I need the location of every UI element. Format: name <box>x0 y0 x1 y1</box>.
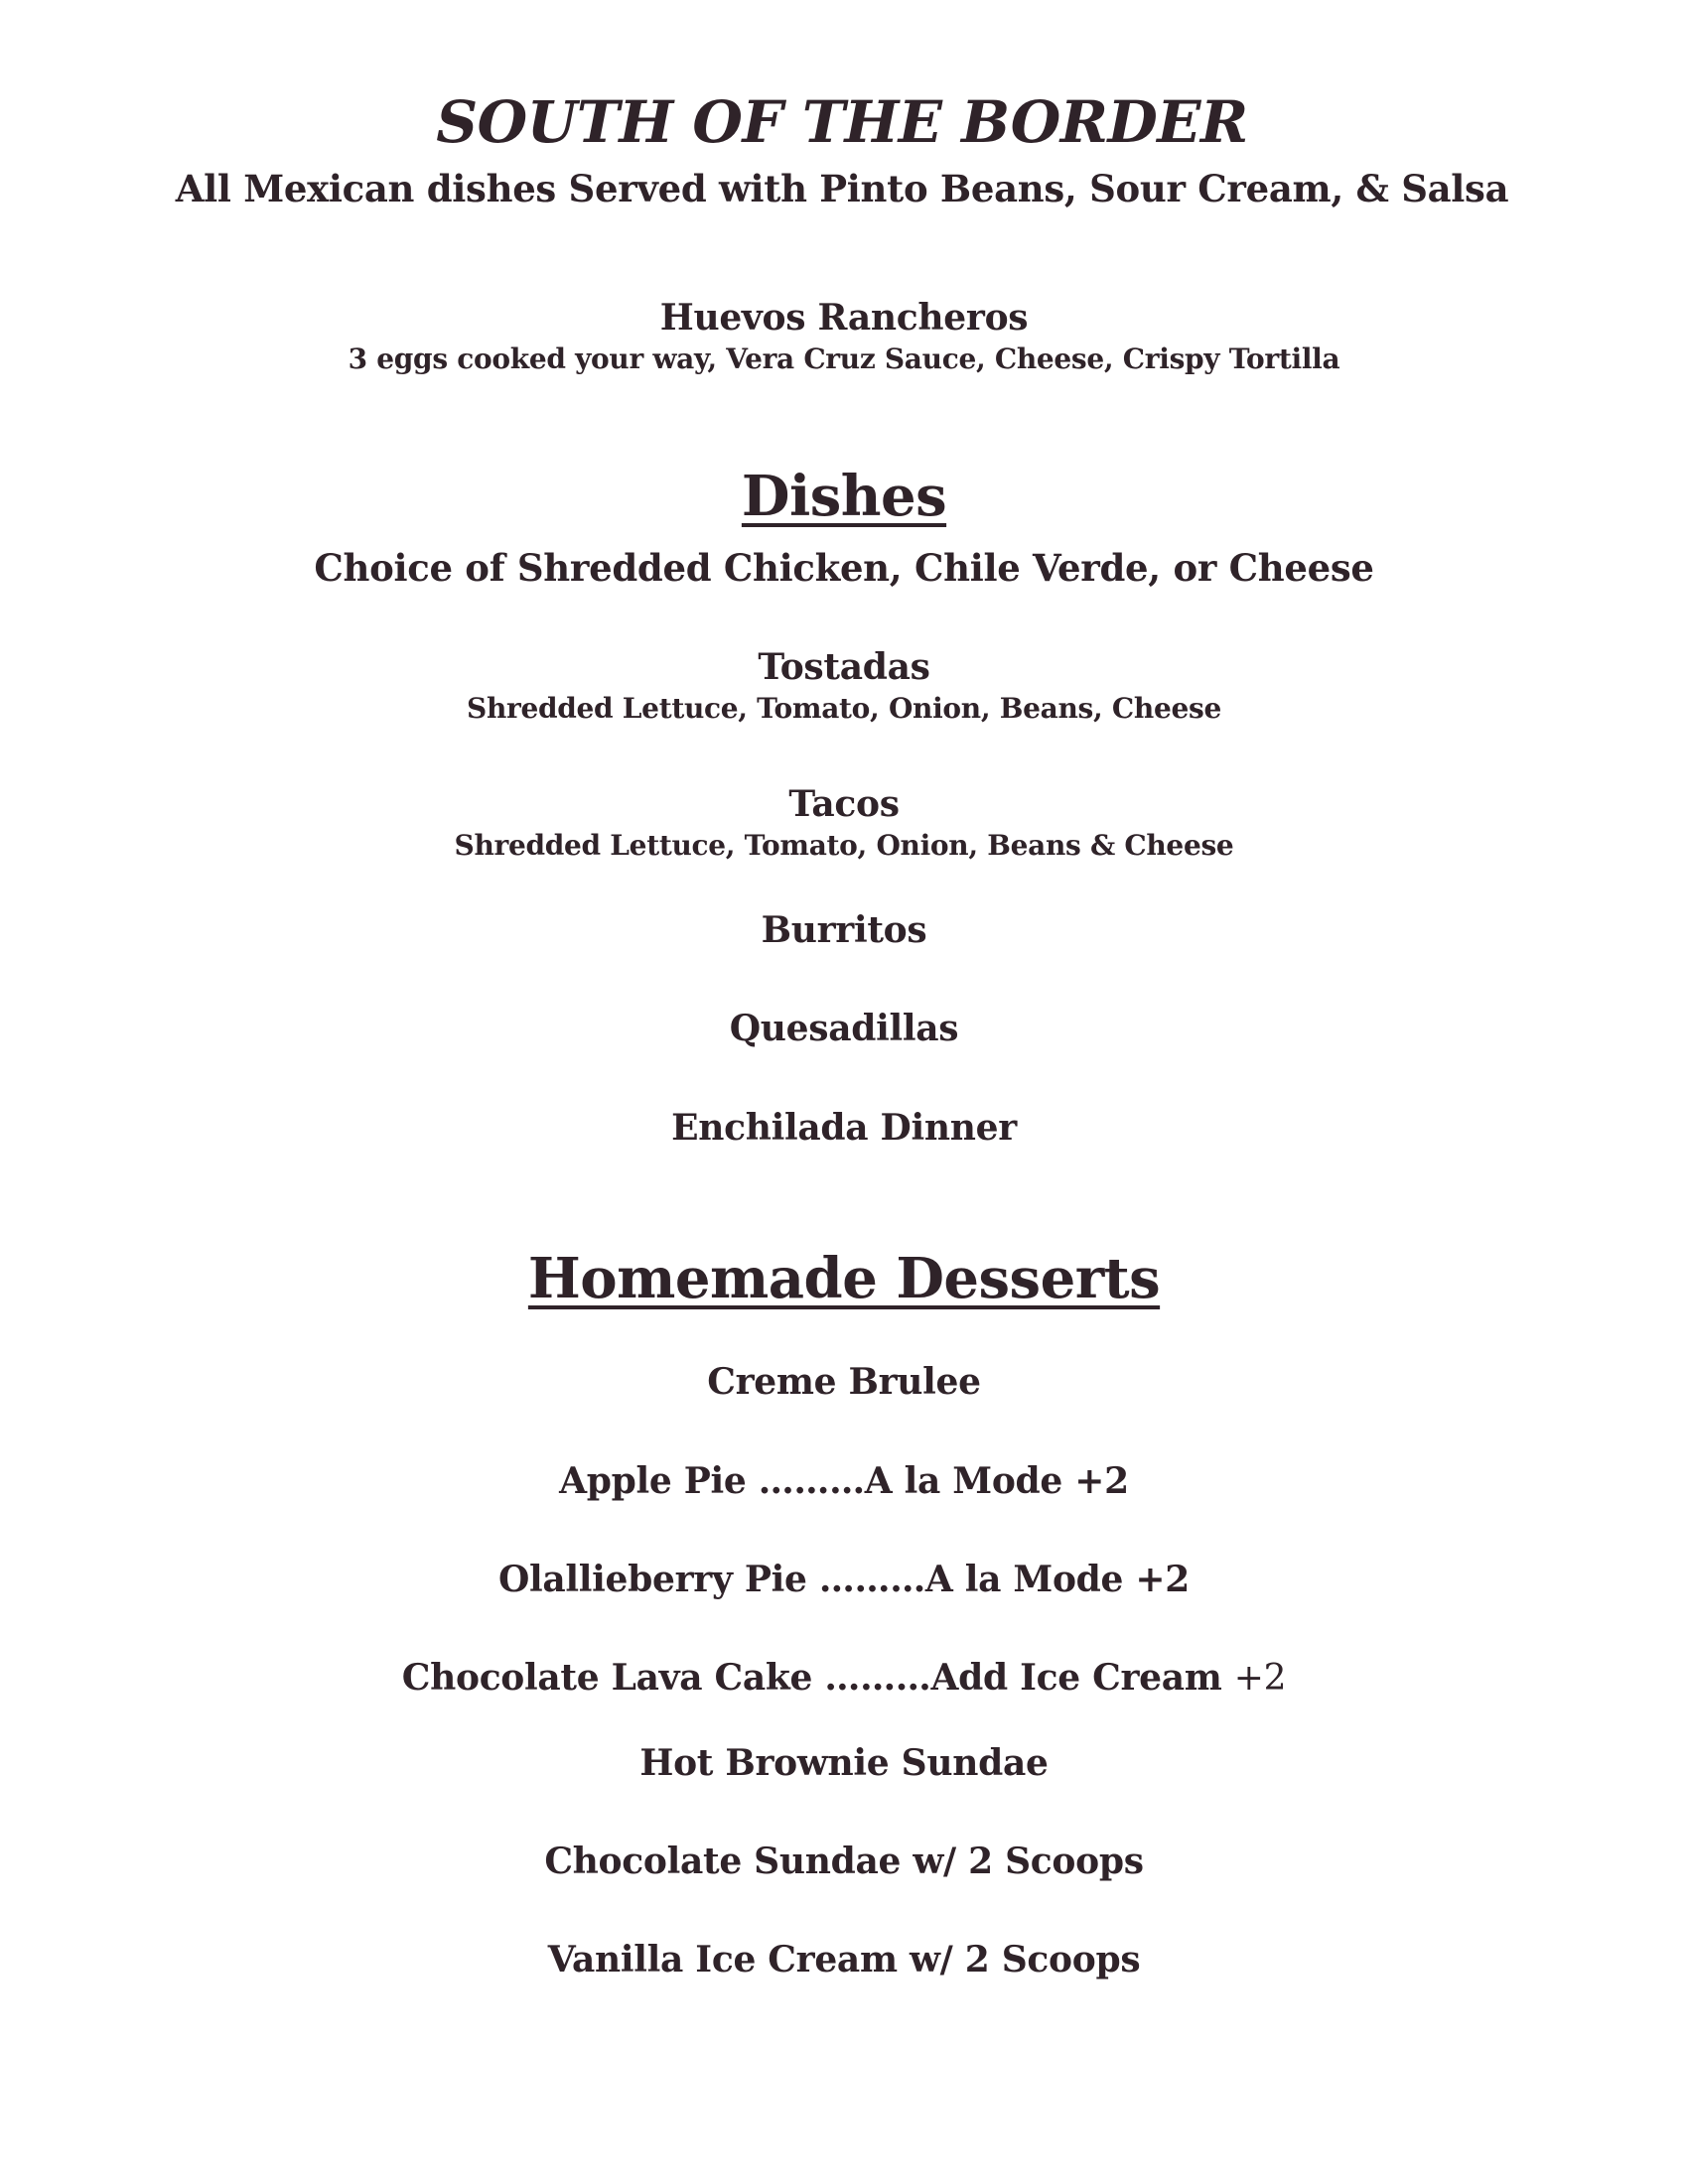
menu-item-tacos: Tacos <box>788 783 900 825</box>
menu-item-extra-add-ice-cream: Add Ice Cream <box>930 1657 1222 1699</box>
section-heading-dishes: Dishes <box>741 464 947 529</box>
menu-item-olallieberry-pie: Olallieberry Pie <box>497 1559 807 1600</box>
section-subtitle-south: All Mexican dishes Served with Pinto Beans, Sour Cream, & Salsa <box>175 167 1509 210</box>
menu-item-vanilla-ice-cream: Vanilla Ice Cream w/ 2 Scoops <box>547 1939 1141 1980</box>
menu-item-tostadas: Tostadas <box>758 646 930 688</box>
menu-item-enchilada-dinner: Enchilada Dinner <box>671 1107 1017 1149</box>
menu-item-extra-price: +2 <box>1233 1658 1287 1699</box>
menu-item-description-tacos: Shredded Lettuce, Tomato, Onion, Beans & Cheese <box>454 829 1234 862</box>
menu-item-extra-a-la-mode: A la Mode +2 <box>924 1559 1191 1600</box>
menu-item-olallieberry-pie-row <box>0 1559 1688 1600</box>
menu-item-description-huevos-rancheros: 3 eggs cooked your way, Vera Cruz Sauce, Cheese, Crispy Tortilla <box>348 342 1340 375</box>
menu-item-extra-a-la-mode: A la Mode +2 <box>864 1460 1129 1502</box>
menu-item-chocolate-sundae: Chocolate Sundae w/ 2 Scoops <box>544 1841 1144 1882</box>
menu-item-chocolate-lava-cake: Chocolate Lava Cake <box>401 1657 813 1699</box>
menu-item-chocolate-lava-cake-row <box>0 1657 1688 1699</box>
menu-item-huevos-rancheros: Huevos Rancheros <box>659 297 1029 339</box>
menu-item-apple-pie: Apple Pie <box>559 1460 747 1502</box>
menu-item-quesadillas: Quesadillas <box>729 1008 959 1049</box>
section-title-south-of-the-border: SOUTH OF THE BORDER <box>436 88 1248 156</box>
menu-item-burritos: Burritos <box>761 909 927 951</box>
menu-item-apple-pie-row <box>0 1460 1688 1502</box>
section-heading-homemade-desserts: Homemade Desserts <box>527 1246 1161 1311</box>
menu-item-hot-brownie-sundae: Hot Brownie Sundae <box>639 1742 1049 1784</box>
dishes-choice-note: Choice of Shredded Chicken, Chile Verde, or Cheese <box>314 546 1374 590</box>
menu-item-creme-brulee: Creme Brulee <box>707 1361 981 1403</box>
menu-item-description-tostadas: Shredded Lettuce, Tomato, Onion, Beans, Cheese <box>467 692 1221 725</box>
dot-leader: ……… <box>758 1460 865 1502</box>
dot-leader: ……… <box>818 1559 925 1600</box>
dot-leader: ……… <box>824 1657 931 1699</box>
